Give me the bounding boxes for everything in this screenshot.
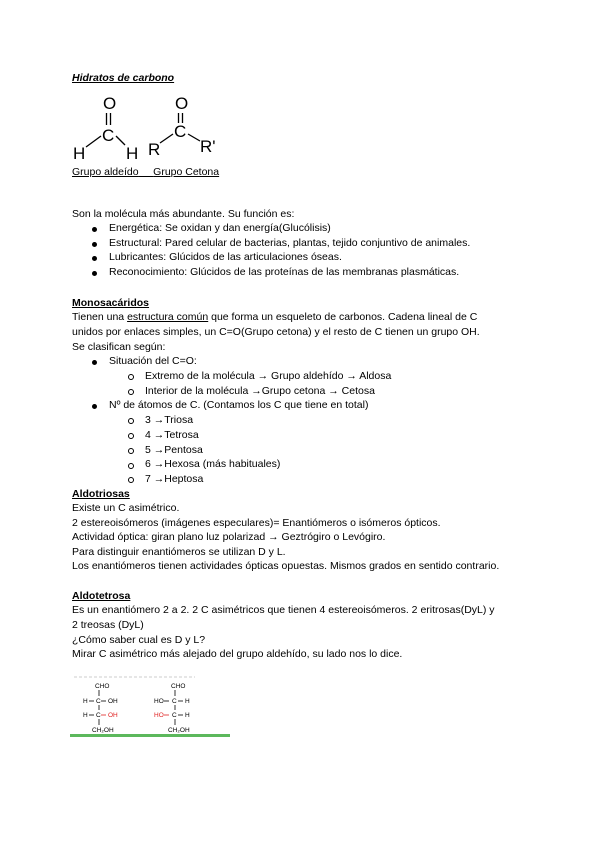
list-item: Situación del C=O:	[109, 355, 197, 367]
right-r2-ho-highlight: HO	[154, 712, 164, 719]
aldehyde-carbon: C	[102, 126, 115, 145]
ketone-carbon: C	[174, 122, 187, 141]
right-r1-h: H	[185, 698, 190, 705]
list-item: Reconocimiento: Glúcidos de las proteínas de las membranas plasmáticas.	[109, 266, 460, 278]
ketone-r-left: R	[148, 140, 161, 159]
sub-bullet-icon	[128, 463, 134, 469]
bullet-icon	[92, 242, 97, 247]
paragraph-line: Es un enantiómero 2 a 2. 2 C asimétricos que tienen 4 estereoisómeros. 2 eritrosas(DyL) y	[72, 604, 495, 616]
aldehyde-h-left: H	[73, 144, 86, 163]
right-r2-c: C	[172, 712, 177, 719]
aldehyde-h-right: H	[126, 144, 139, 163]
sub-list-item: Extremo de la molécula → Grupo aldehído → Aldosa	[145, 370, 392, 382]
right-ch2oh: CH₂OH	[168, 727, 190, 734]
bullet-icon	[92, 360, 97, 365]
ketone-oxygen: O	[175, 94, 189, 113]
aldehyde-oxygen: O	[103, 94, 117, 113]
sub-list-item: 6 →Hexosa (más habituales)	[145, 458, 281, 470]
mono-paragraph-line: unidos por enlaces simples, un C=O(Grupo cetona) y el resto de C tienen un grupo OH.	[72, 326, 480, 338]
right-r2-h: H	[185, 712, 190, 719]
left-r2-h: H	[83, 712, 88, 719]
left-r1-oh: OH	[108, 698, 118, 705]
list-item: Nº de átomos de C. (Contamos los C que tiene en total)	[109, 399, 369, 411]
section-heading-aldotriosas: Aldotriosas	[72, 488, 130, 500]
left-r2-oh-highlight: OH	[108, 712, 118, 719]
paragraph-line: Los enantiómeros tienen actividades ópticas opuestas. Mismos grados en sentido contrario.	[72, 560, 500, 572]
left-r1-c: C	[96, 698, 101, 705]
sub-list-item: 4 →Tetrosa	[145, 429, 199, 441]
right-cho: CHO	[171, 683, 186, 690]
mono-paragraph-line: Tienen una estructura común que forma un esqueleto de carbonos. Cadena lineal de C	[72, 311, 478, 323]
right-r1-ho: HO	[154, 698, 164, 705]
mono-paragraph-line: Se clasifican según:	[72, 341, 166, 353]
caption-aldehyde: Grupo aldeído	[72, 166, 139, 178]
underlined-phrase: estructura común	[127, 311, 209, 323]
sub-bullet-icon	[128, 389, 134, 395]
page-title: Hidratos de carbono	[72, 72, 175, 84]
sub-list-item: 5 →Pentosa	[145, 444, 203, 456]
sub-bullet-icon	[128, 433, 134, 439]
sub-bullet-icon	[128, 374, 134, 380]
bullet-icon	[92, 256, 97, 261]
list-item: Estructural: Pared celular de bacterias, plantas, tejido conjuntivo de animales.	[109, 237, 471, 249]
sub-bullet-icon	[128, 448, 134, 454]
bullet-icon	[92, 271, 97, 276]
paragraph-line: Actividad óptica: giran plano luz polarizad → Geztrógiro o Levógiro.	[72, 531, 386, 543]
section-heading-aldotetrosa: Aldotetrosa	[72, 590, 131, 602]
list-item: Energética: Se oxidan y dan energía(Glucólisis)	[109, 222, 331, 234]
bullet-icon	[92, 227, 97, 232]
sub-bullet-icon	[128, 477, 134, 483]
sub-list-item: 7 →Heptosa	[145, 473, 204, 485]
paragraph-line: Para distinguir enantiómeros se utilizan D y L.	[72, 546, 286, 558]
sub-bullet-icon	[128, 418, 134, 424]
left-r2-c: C	[96, 712, 101, 719]
section-heading-monosacaridos: Monosacáridos	[72, 297, 150, 309]
paragraph-line: Existe un C asimétrico.	[72, 502, 180, 514]
right-r1-c: C	[172, 698, 177, 705]
functional-groups-figure	[70, 92, 240, 164]
caption-ketone: Grupo Cetona	[153, 166, 220, 178]
ketone-r-right: R'	[200, 137, 216, 156]
structure-captions	[72, 166, 219, 179]
sub-list-item: Interior de la molécula →Grupo cetona → Cetosa	[145, 385, 375, 397]
intro-text: Son la molécula más abundante. Su función es:	[72, 208, 295, 220]
paragraph-line: 2 treosas (DyL)	[72, 619, 144, 631]
paragraph-line: 2 estereoisómeros (imágenes especulares)= Enantiómeros o isómeros ópticos.	[72, 517, 441, 529]
green-underline-bar	[70, 734, 230, 737]
left-r1-h: H	[83, 698, 88, 705]
fischer-projection-figure	[70, 676, 232, 738]
sub-list-item: 3 →Triosa	[145, 414, 194, 426]
list-item: Lubricantes: Glúcidos de las articulaciones óseas.	[109, 251, 342, 263]
paragraph-line: ¿Cómo saber cual es D y L?	[72, 634, 206, 646]
left-ch2oh: CH₂OH	[92, 727, 114, 734]
paragraph-line: Mirar C asimétrico más alejado del grupo aldehído, su lado nos lo dice.	[72, 648, 403, 660]
left-cho: CHO	[95, 683, 110, 690]
bullet-icon	[92, 404, 97, 409]
